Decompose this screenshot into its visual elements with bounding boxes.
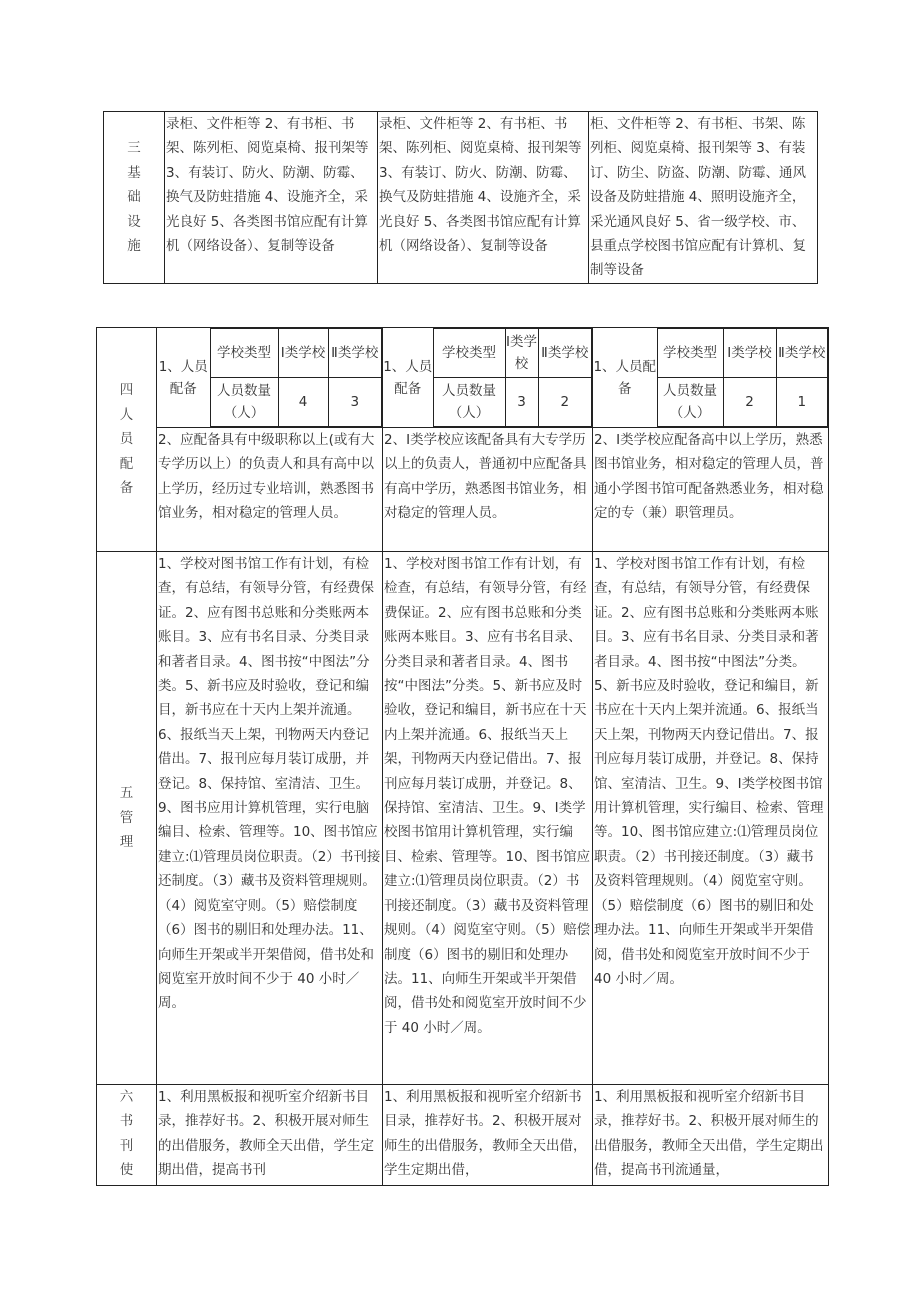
staff-count-label: 人员数量（人）	[657, 378, 723, 427]
type-1-count: 4	[278, 378, 328, 427]
type-1-header: Ⅰ类学校	[505, 329, 538, 378]
type-2-count: 2	[538, 378, 592, 427]
type-2-count: 1	[776, 378, 828, 427]
section-3-col1: 录柜、文件柜等 2、有书柜、书架、陈列柜、阅览桌椅、报刊架等 3、有装订、防火、防潮、防霉、换气及防蛀措施 4、设施齐全，采光良好 5、各类图书馆应配有计算机（网络设备）、复制等设备	[165, 112, 378, 284]
staff-count-label: 人员数量（人）	[210, 378, 278, 427]
type-2-header: Ⅱ类学校	[776, 329, 828, 378]
staffing-subtable-2	[383, 328, 592, 427]
staffing-cell-1	[157, 328, 383, 428]
staffing-item-label: 1、人员配备	[593, 329, 657, 427]
section-5-label: 五 管 理	[97, 552, 157, 1085]
section-3-label: 三 基 础 设 施	[104, 112, 165, 284]
section-6-label: 六 书 刊 使	[97, 1085, 157, 1186]
staffing-item-label: 1、人员配备	[157, 329, 210, 427]
type-1-count: 2	[723, 378, 776, 427]
type-1-header: Ⅰ类学校	[278, 329, 328, 378]
school-type-header: 学校类型	[210, 329, 278, 378]
staffing-cell-2	[383, 328, 593, 428]
type-1-count: 3	[505, 378, 538, 427]
section-3-col2: 录柜、文件柜等 2、有书柜、书架、陈列柜、阅览桌椅、报刊架等 3、有装订、防火、防潮、防霉、换气及防蛀措施 4、设施齐全，采光良好 5、各类图书馆应配有计算机（网络设备）、复制等设备	[378, 112, 589, 284]
section-5-col3: 1、学校对图书馆工作有计划，有检查，有总结，有领导分管，有经费保证。2、应有图书总账和分类账两本账目。3、应有书名目录、分类目录和著者目录。4、图书按“中图法”分类。5、新书应及时验收，登记和编目，新书应在十天内上架并流通。6、报纸当天上架，刊物两天内登记借出。7、报刊应每月装订成册，并登记。8、保持馆、室清洁、卫生。9、Ⅰ类学校图书馆用计算机管理，实行编目、检索、管理等。10、图书馆应建立:⑴管理员岗位职责。（2）书刊接还制度。（3）藏书及资料管理规则。（4）阅览室守则。（5）赔偿制度（6）图书的剔旧和处理办法。11、向师生开架或半开架借阅，借书处和阅览室开放时间不少于 40 小时／周。	[593, 552, 829, 1085]
section-4-text-2: 2、Ⅰ类学校应该配备具有大专学历以上的负责人，普通初中应配备具有高中学历，熟悉图书馆业务，相对稳定的管理人员。	[383, 428, 593, 552]
section-4-label: 四 人 员 配 备	[97, 328, 157, 552]
section-6-col3: 1、利用黑板报和视听室介绍新书目录，推荐好书。2、积极开展对师生的出借服务，教师全天出借，学生定期出借，提高书刊流通量，	[593, 1085, 829, 1186]
section-6-col1: 1、利用黑板报和视听室介绍新书目录，推荐好书。2、积极开展对师生的出借服务，教师全天出借，学生定期出借，提高书刊	[157, 1085, 383, 1186]
section-4-text-3: 2、Ⅰ类学校应配备高中以上学历，熟悉图书馆业务，相对稳定的管理人员，普通小学图书馆可配备熟悉业务，相对稳定的专（兼）职管理员。	[593, 428, 829, 552]
staffing-subtable-1	[157, 328, 382, 427]
section-5-col1: 1、学校对图书馆工作有计划，有检查，有总结，有领导分管，有经费保证。2、应有图书总账和分类账两本账目。3、应有书名目录、分类目录和著者目录。4、图书按“中图法”分类。5、新书应及时验收，登记和编目，新书应在十天内上架并流通。6、报纸当天上架，刊物两天内登记借出。7、报刊应每月装订成册，并登记。8、保持馆、室清洁、卫生。9、图书应用计算机管理，实行电脑编目、检索、管理等。10、图书馆应建立:⑴管理员岗位职责。（2）书刊接还制度。（3）藏书及资料管理规则。（4）阅览室守则。（5）赔偿制度（6）图书的剔旧和处理办法。11、向师生开架或半开架借阅，借书处和阅览室开放时间不少于 40 小时／周。	[157, 552, 383, 1085]
staffing-subtable-3	[593, 328, 828, 427]
school-type-header: 学校类型	[433, 329, 505, 378]
section-4-text-1: 2、应配备具有中级职称以上(或有大专学历以上）的负责人和具有高中以上学历，经历过专业培训，熟悉图书馆业务，相对稳定的管理人员。	[157, 428, 383, 552]
type-1-header: Ⅰ类学校	[723, 329, 776, 378]
section-5-col2: 1、学校对图书馆工作有计划，有检查，有总结，有领导分管，有经费保证。2、应有图书总账和分类账两本账目。3、应有书名目录、分类目录和著者目录。4、图书按“中图法”分类。5、新书应及时验收，登记和编目，新书应在十天内上架并流通。6、报纸当天上架，刊物两天内登记借出。7、报刊应每月装订成册，并登记。8、保持馆、室清洁、卫生。9、Ⅰ类学校图书馆用计算机管理，实行编目、检索、管理等。10、图书馆应建立:⑴管理员岗位职责。（2）书刊接还制度。（3）藏书及资料管理规则。（4）阅览室守则。（5）赔偿制度（6）图书的剔旧和处理办法。11、向师生开架或半开架借阅，借书处和阅览室开放时间不少于 40 小时／周。	[383, 552, 593, 1085]
type-2-header: Ⅱ类学校	[328, 329, 382, 378]
standards-table	[96, 327, 829, 1186]
type-2-count: 3	[328, 378, 382, 427]
type-2-header: Ⅱ类学校	[538, 329, 592, 378]
section-6-col2: 1、利用黑板报和视听室介绍新书目录，推荐好书。2、积极开展对师生的出借服务，教师全天出借，学生定期出借，	[383, 1085, 593, 1186]
facilities-table	[103, 111, 818, 284]
school-type-header: 学校类型	[657, 329, 723, 378]
staffing-item-label: 1、人员配备	[383, 329, 433, 427]
section-3-col3: 柜、文件柜等 2、有书柜、书架、陈列柜、阅览桌椅、报刊架等 3、有装订、防尘、防盗、防潮、防霉、通风设备及防蛀措施 4、照明设施齐全，采光通风良好 5、省一级学校、市、县重点学校图书馆应配有计算机、复制等设备	[589, 112, 818, 284]
staff-count-label: 人员数量（人）	[433, 378, 505, 427]
staffing-cell-3	[593, 328, 829, 428]
